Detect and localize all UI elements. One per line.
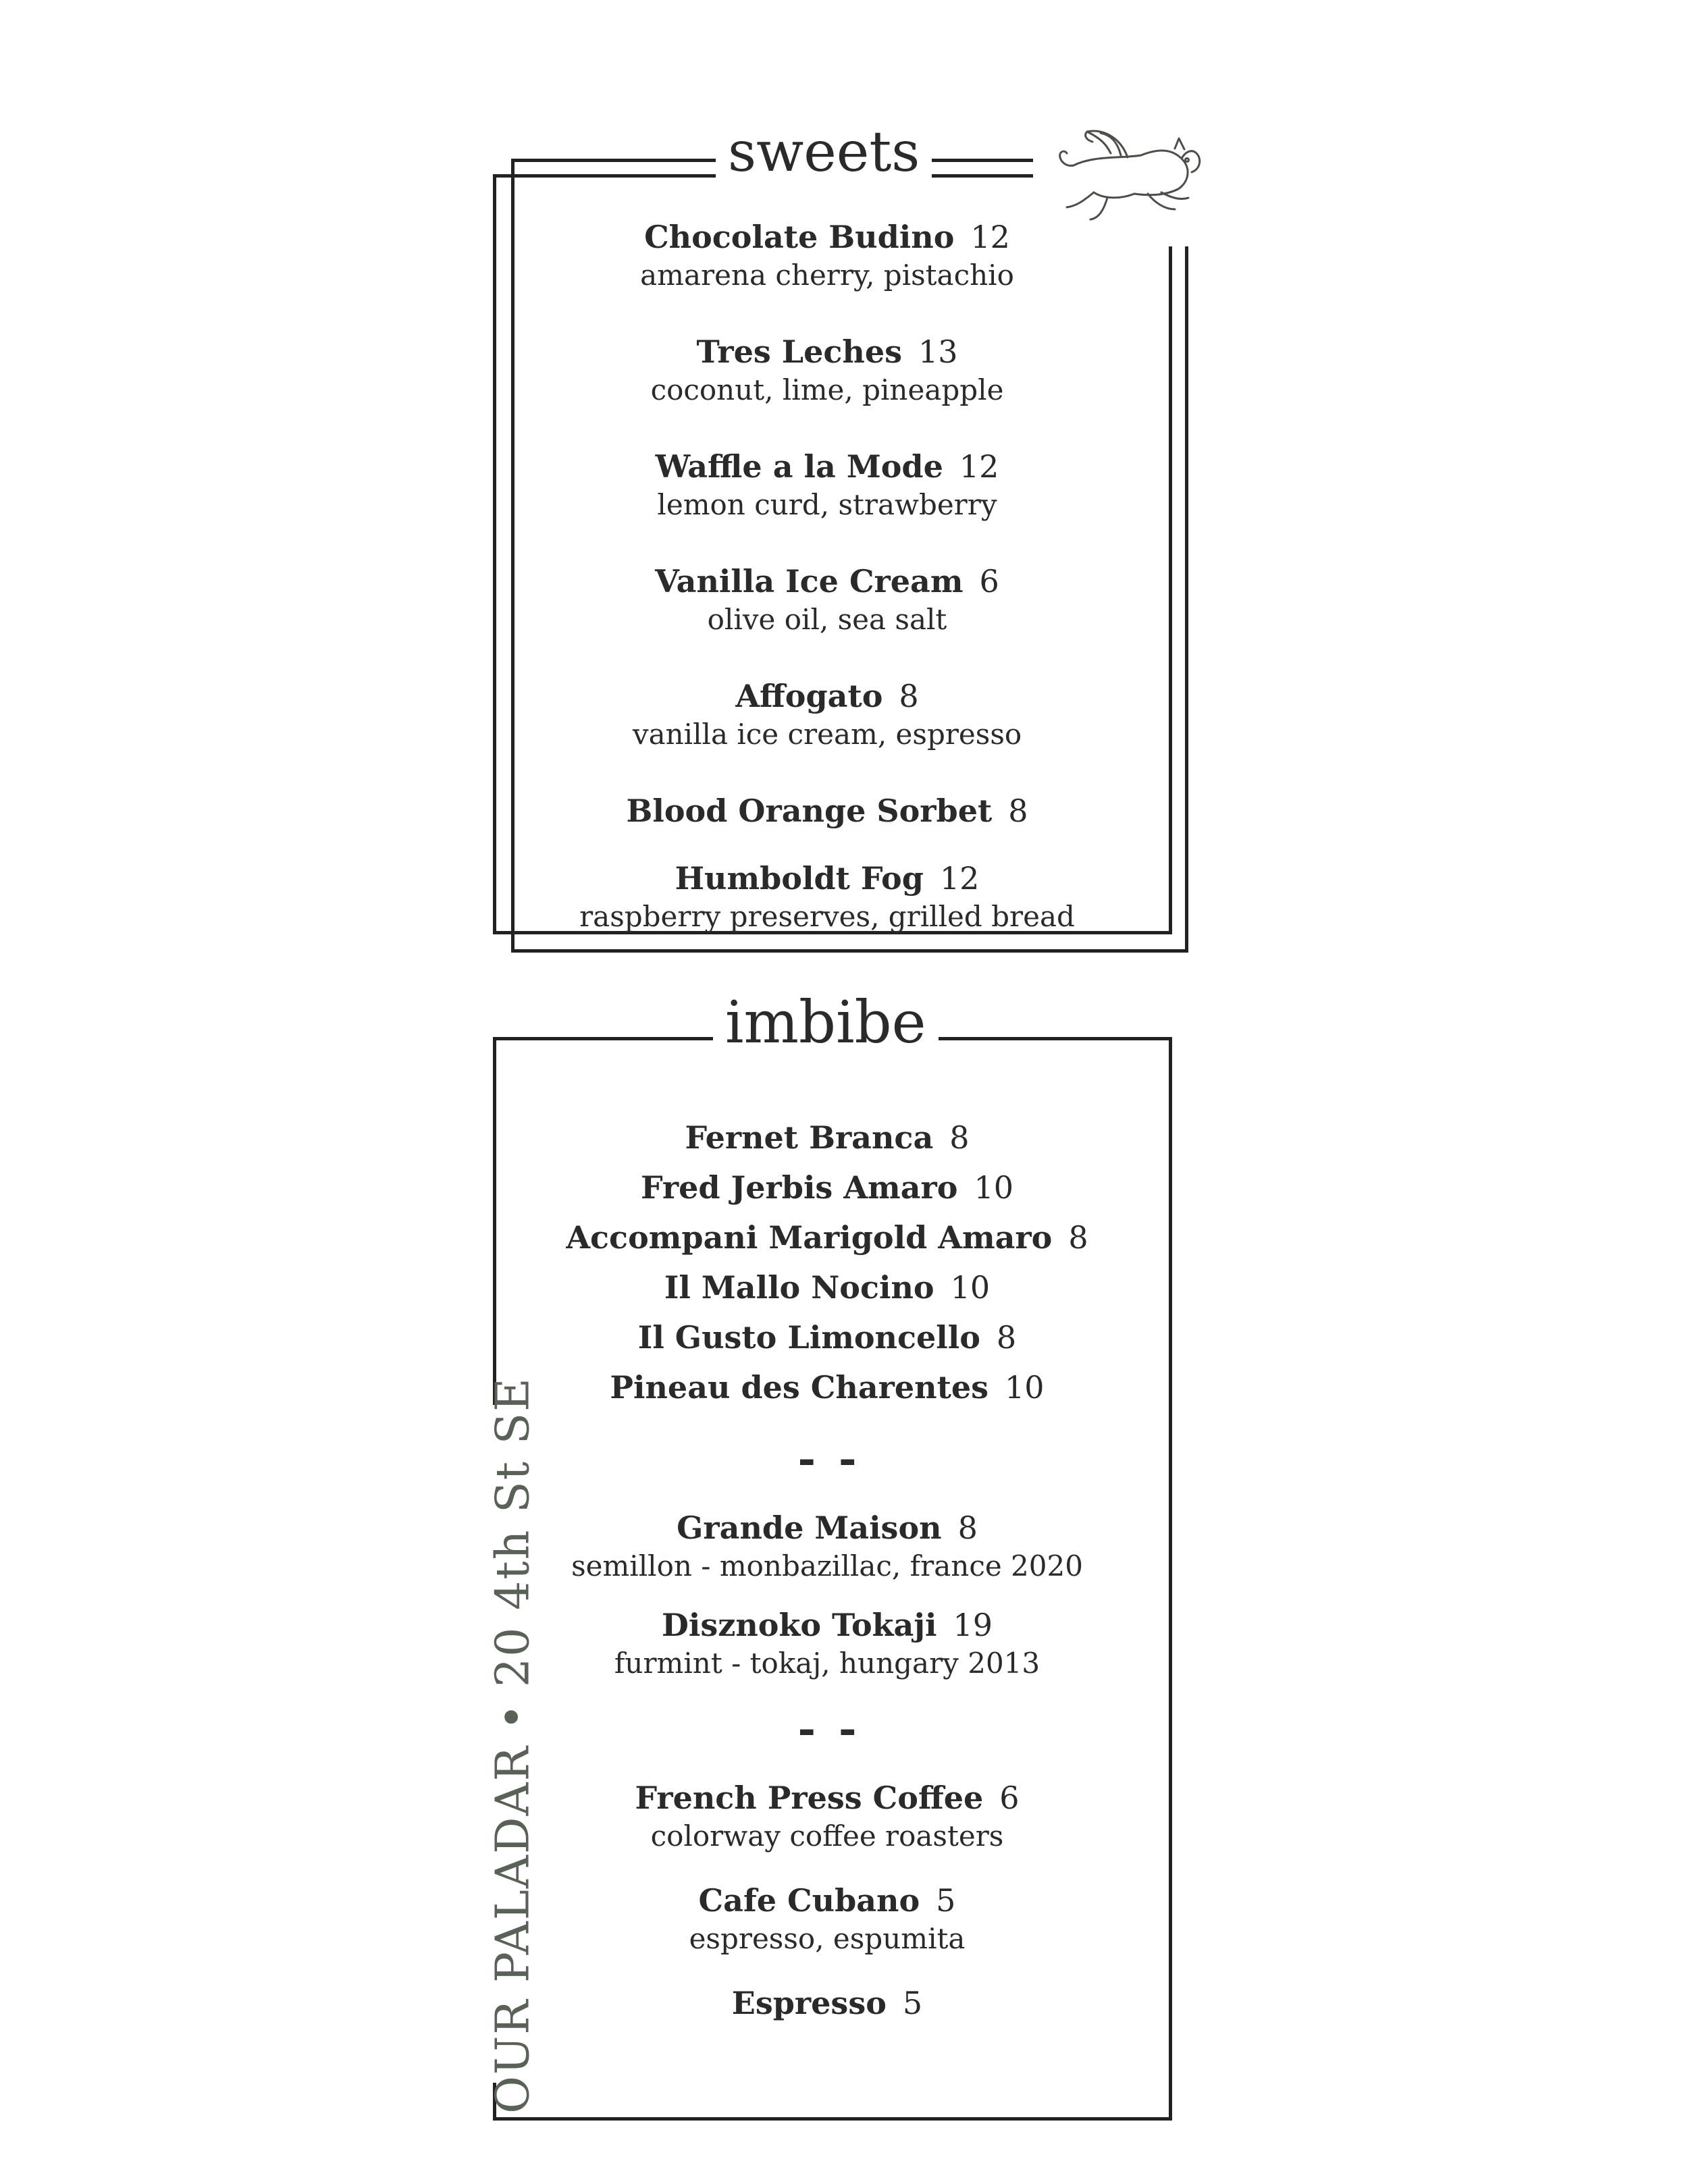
street-address: 20 4th St SE (486, 1377, 540, 1688)
item-description: colorway coffee roasters (650, 1819, 1004, 1853)
item-description: raspberry preserves, grilled bread (579, 900, 1075, 933)
item-description: semillon - monbazillac, france 2020 (571, 1549, 1083, 1582)
item-name: Fred Jerbis Amaro (641, 1169, 958, 1206)
item-price: 8 (899, 678, 919, 714)
item-name: Espresso (731, 1985, 887, 2021)
item-description: furmint - tokaj, hungary 2013 (614, 1647, 1040, 1680)
item-name: Il Mallo Nocino (664, 1269, 934, 1306)
section-separator: -- (797, 1704, 880, 1755)
item-name: Blood Orange Sorbet (626, 793, 993, 829)
item-price: 10 (974, 1169, 1013, 1206)
menu-item (473, 562, 1182, 639)
item-price: 19 (953, 1607, 993, 1643)
menu-item (473, 217, 1182, 294)
imbibe-list (473, 1113, 1182, 2048)
item-name: Cafe Cubano (698, 1882, 920, 1919)
menu-item (473, 1605, 1182, 1682)
item-price: 6 (999, 1780, 1020, 1816)
sweets-list (473, 217, 1182, 974)
menu-item (473, 1113, 1182, 1163)
item-description: vanilla ice cream, espresso (632, 718, 1022, 751)
item-price: 12 (970, 219, 1010, 255)
menu-item (473, 1881, 1182, 1958)
menu-item (473, 1362, 1182, 1412)
menu-item (473, 859, 1182, 936)
item-price: 5 (936, 1882, 956, 1919)
menu-item (473, 1163, 1182, 1213)
item-description: olive oil, sea salt (707, 603, 947, 636)
menu-item (473, 1262, 1182, 1312)
menu-item (473, 447, 1182, 524)
item-name: Grande Maison (677, 1510, 942, 1546)
item-price: 10 (950, 1269, 991, 1306)
restaurant-name: OUR PALADAR (486, 1745, 540, 2114)
item-description: amarena cherry, pistachio (640, 259, 1014, 292)
menu-item (473, 332, 1182, 409)
item-description: lemon curd, strawberry (657, 488, 997, 521)
item-name: Pineau des Charentes (610, 1369, 989, 1406)
item-name: Humboldt Fog (675, 860, 924, 897)
menu-item (473, 676, 1182, 753)
menu-item (473, 1983, 1182, 2023)
item-price: 12 (939, 860, 980, 897)
item-description: espresso, espumita (689, 1922, 966, 1955)
item-price: 8 (996, 1319, 1017, 1356)
item-name: Disznoko Tokaji (661, 1607, 937, 1643)
item-name: Affogato (735, 678, 883, 714)
item-price: 8 (957, 1510, 978, 1546)
restaurant-address (487, 1377, 540, 2114)
item-name: Il Gusto Limoncello (637, 1319, 980, 1356)
item-name: Vanilla Ice Cream (655, 563, 964, 600)
item-name: Waffle a la Mode (655, 448, 943, 485)
menu-item (473, 1213, 1182, 1262)
item-price: 8 (1068, 1219, 1088, 1256)
flying-pig-icon (1047, 118, 1215, 233)
sweets-heading: sweets (716, 125, 932, 180)
item-price: 10 (1005, 1369, 1045, 1406)
menu-item (473, 1508, 1182, 1585)
section-separator: -- (797, 1434, 880, 1485)
item-description: coconut, lime, pineapple (650, 373, 1004, 406)
imbibe-heading: imbibe (713, 994, 939, 1052)
item-price: 12 (959, 448, 999, 485)
menu-item (473, 1312, 1182, 1362)
item-name: French Press Coffee (635, 1780, 984, 1816)
menu-item (473, 1778, 1182, 1855)
item-name: Chocolate Budino (644, 219, 955, 255)
item-price: 8 (949, 1119, 970, 1156)
item-price: 13 (918, 334, 958, 370)
item-price: 6 (979, 563, 999, 600)
item-price: 8 (1008, 793, 1028, 829)
item-name: Accompani Marigold Amaro (566, 1219, 1053, 1256)
menu-item (473, 791, 1182, 830)
item-price: 5 (902, 1985, 923, 2021)
item-name: Fernet Branca (685, 1119, 934, 1156)
item-name: Tres Leches (696, 334, 902, 370)
bullet-dot: • (486, 1702, 540, 1731)
